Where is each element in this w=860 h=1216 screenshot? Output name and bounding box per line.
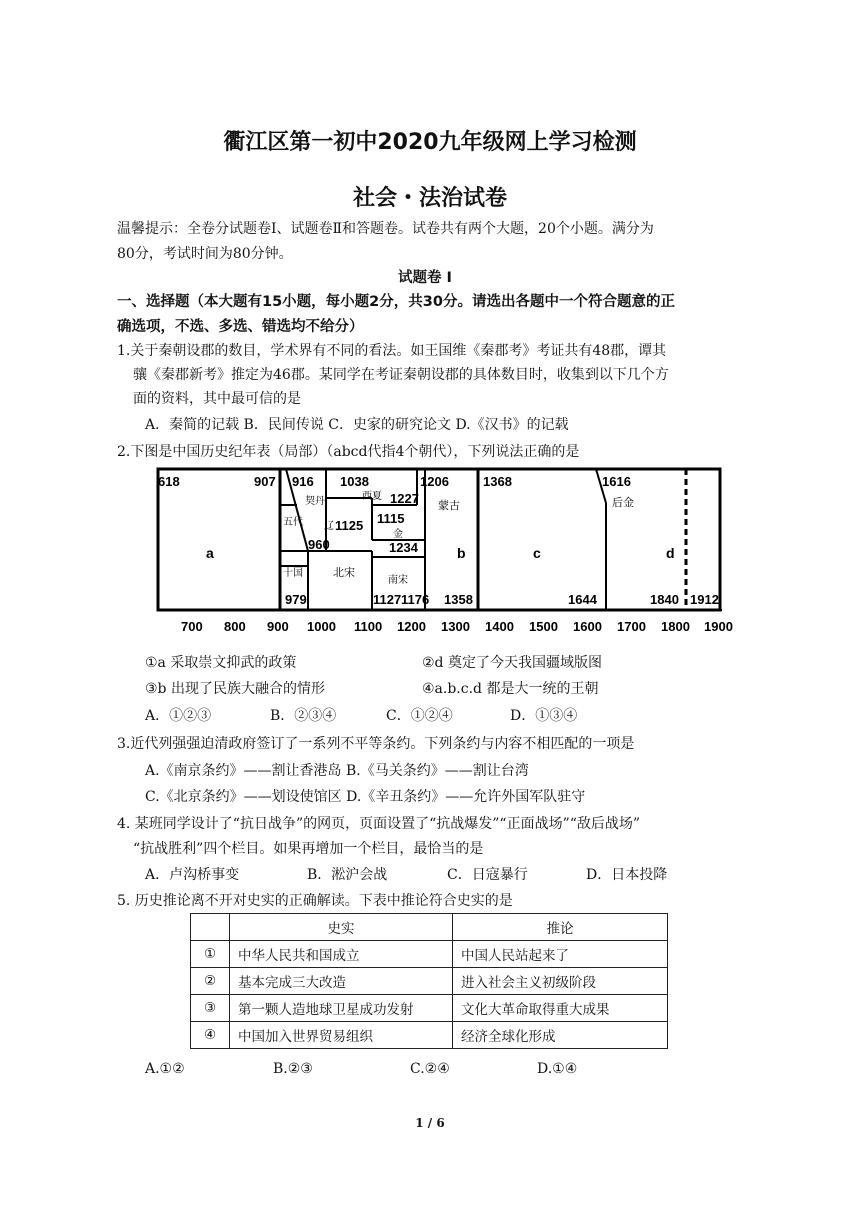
q5-option-a: A.①②	[145, 1061, 185, 1077]
axis-tick: 1100	[354, 619, 383, 634]
year-top: 1616	[602, 474, 631, 489]
label-houjin: 后金	[612, 497, 634, 509]
q4-option-d: D．日本投降	[586, 867, 668, 883]
exam-subtitle: 社会・法治试卷	[352, 186, 507, 211]
year-inner: 1234	[389, 540, 418, 555]
table-header	[191, 914, 230, 941]
history-inference-table	[190, 913, 668, 1049]
dynasty-b: b	[457, 545, 466, 561]
year-inner: 1115	[377, 511, 405, 526]
axis-tick: 700	[181, 619, 203, 634]
dynasty-d: d	[666, 545, 675, 561]
q5-option-d: D.①④	[537, 1061, 578, 1077]
notice-line-2: 80分，考试时间为80分钟。	[117, 246, 293, 262]
table-cell: ③	[191, 995, 230, 1022]
year-inner: 960	[308, 537, 330, 552]
year-inner: 1840	[650, 592, 679, 607]
q4-line-2: “抗战胜利”四个栏目。如果再增加一个栏目，最恰当的是	[133, 841, 484, 857]
axis-tick: 1200	[397, 619, 426, 634]
q2-statement-3: ③b 出现了民族大融合的情形	[145, 681, 325, 697]
year-top: 618	[158, 474, 180, 489]
q5-option-b: B.②③	[273, 1061, 313, 1077]
year-inner: 1644	[568, 592, 597, 607]
q4-option-a: A．卢沟桥事变	[145, 867, 240, 883]
table-header-row	[191, 914, 668, 941]
year-inner: 1176	[401, 592, 430, 607]
history-timeline	[150, 463, 750, 638]
axis-tick: 1700	[617, 619, 646, 634]
section-heading-line-2: 确选项，不选、多选、错选均不给分）	[117, 319, 364, 335]
q1-line-3: 面的资料，其中最可信的是	[133, 391, 301, 407]
label-qidan: 契丹	[305, 496, 325, 507]
axis-tick: 1900	[704, 619, 733, 634]
q2-option-d: D．①③④	[510, 708, 578, 724]
q5-option-c: C.②④	[410, 1061, 450, 1077]
label-beisong: 北宋	[333, 567, 355, 579]
q1-options: A．秦简的记载 B．民间传说 C．史家的研究论文 D.《汉书》的记载	[145, 417, 569, 433]
year-top: 907	[254, 474, 276, 489]
axis-tick: 1500	[529, 619, 558, 634]
label-menggu: 蒙古	[438, 500, 460, 512]
label-xixia: 西夏	[362, 491, 382, 502]
axis-tick: 1600	[573, 619, 602, 634]
year-inner: 1125	[335, 518, 364, 533]
table-cell: 基本完成三大改造	[230, 968, 453, 995]
table-cell: 文化大革命取得重大成果	[453, 995, 668, 1022]
label-jin: 金	[393, 529, 403, 540]
year-inner: 979	[285, 592, 307, 607]
page-number: 1 / 6	[415, 1116, 445, 1130]
q5-stem: 5. 历史推论离不开对史实的正确解读。下表中推论符合史实的是	[117, 893, 513, 909]
q2-statement-4: ④a.b.c.d 都是大一统的王朝	[422, 681, 599, 697]
year-inner: 1358	[444, 592, 473, 607]
section-label: 试题卷 Ⅰ	[398, 270, 452, 286]
q2-option-c: C．①②④	[386, 708, 453, 724]
q2-stem: 2.下图是中国历史纪年表（局部）（abcd代指4个朝代），下列说法正确的是	[117, 444, 580, 460]
table-row	[191, 1022, 668, 1049]
table-row	[191, 968, 668, 995]
table-header: 推论	[453, 914, 668, 941]
q2-statement-2: ②d 奠定了今天我国疆域版图	[422, 655, 602, 671]
dynasty-c: c	[533, 545, 541, 561]
year-top: 1227	[390, 491, 419, 506]
q3-options-2: C.《北京条约》——划设使馆区 D.《辛丑条约》——允许外国军队驻守	[145, 789, 586, 805]
dynasty-a: a	[206, 545, 214, 561]
table-cell: ④	[191, 1022, 230, 1049]
q1-line-2: 骧《秦郡新考》推定为46郡。某同学在考证秦朝设郡的具体数目时，收集到以下几个方	[133, 367, 669, 383]
table-cell: 经济全球化形成	[453, 1022, 668, 1049]
q3-stem: 3.近代列强强迫清政府签订了一系列不平等条约。下列条约与内容不相匹配的一项是	[117, 736, 635, 752]
year-top: 1206	[420, 474, 449, 489]
label-liao: 辽	[324, 521, 334, 532]
table-cell: 中国人民站起来了	[453, 941, 668, 968]
q2-statement-1: ①a 采取崇文抑武的政策	[145, 655, 297, 671]
table-header: 史实	[230, 914, 453, 941]
q4-option-b: B．淞沪会战	[307, 867, 388, 883]
axis-tick: 1400	[485, 619, 514, 634]
label-shiguo: 十国	[283, 568, 303, 579]
label-nansong: 南宋	[388, 575, 408, 586]
q4-option-c: C．日寇暴行	[447, 867, 528, 883]
table-row	[191, 941, 668, 968]
axis-tick: 1300	[441, 619, 470, 634]
table-cell: 第一颗人造地球卫星成功发射	[230, 995, 453, 1022]
table-cell: ②	[191, 968, 230, 995]
year-top: 1368	[483, 474, 512, 489]
label-wudai: 五代	[283, 517, 303, 528]
year-inner: 1127	[373, 592, 402, 607]
q4-line-1: 4. 某班同学设计了“抗日战争”的网页，页面设置了“抗战爆发”“正面战场”“敌后战场”	[117, 816, 641, 832]
notice-line-1: 温馨提示：全卷分试题卷Ⅰ、试题卷Ⅱ和答题卷。试卷共有两个大题，20个小题。满分为	[117, 221, 654, 237]
q2-option-a: A．①②③	[145, 708, 212, 724]
axis-tick: 1000	[307, 619, 336, 634]
axis-tick: 1800	[661, 619, 690, 634]
axis-tick: 900	[267, 619, 289, 634]
year-top: 1038	[340, 474, 369, 489]
table-cell: 中国加入世界贸易组织	[230, 1022, 453, 1049]
q1-line-1: 1.关于秦朝设郡的数目，学术界有不同的看法。如王国维《秦郡考》考证共有48郡，谭其	[117, 343, 667, 359]
q2-option-b: B．②③④	[270, 708, 337, 724]
year-top: 916	[292, 474, 314, 489]
table-cell: 中华人民共和国成立	[230, 941, 453, 968]
table-cell: ①	[191, 941, 230, 968]
table-cell: 进入社会主义初级阶段	[453, 968, 668, 995]
year-inner: 1912	[690, 592, 719, 607]
section-heading-line-1: 一、选择题（本大题有15小题，每小题2分，共30分。请选出各题中一个符合题意的正	[117, 294, 675, 310]
q3-options-1: A.《南京条约》——割让香港岛 B.《马关条约》——割让台湾	[145, 763, 529, 779]
axis-tick: 800	[224, 619, 246, 634]
table-row	[191, 995, 668, 1022]
exam-title: 衢江区第一初中2020九年级网上学习检测	[223, 130, 637, 155]
